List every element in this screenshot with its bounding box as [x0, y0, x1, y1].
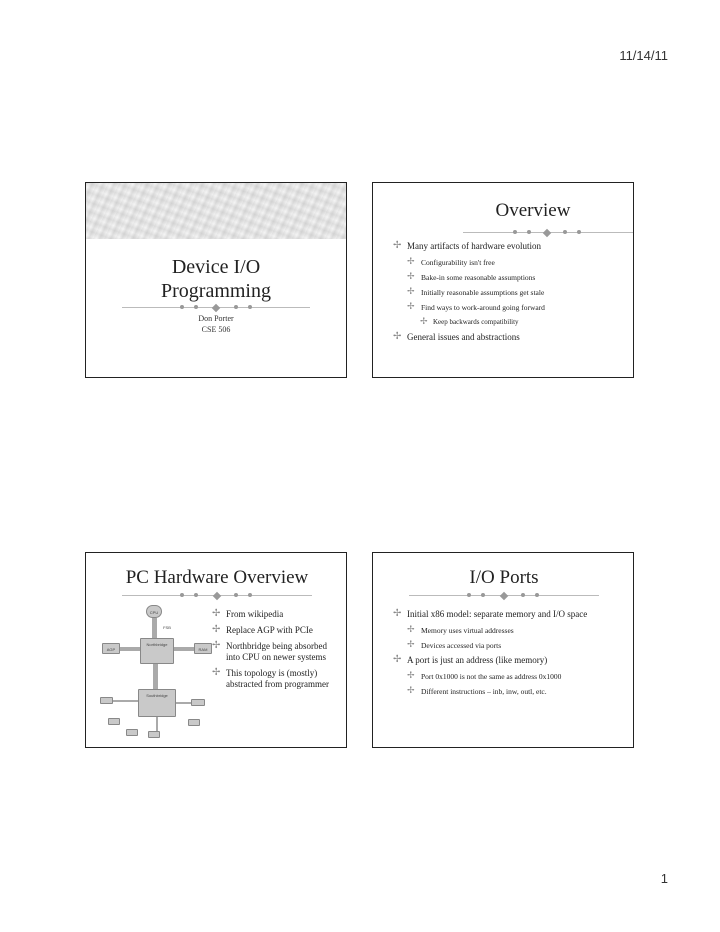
ram-link: [174, 647, 194, 651]
slide2-divider: [463, 232, 633, 233]
list-item: ✢ Find ways to work-around going forward: [407, 301, 545, 312]
list-item: ✢ Northbridge being absorbed into CPU on newer systems: [212, 640, 327, 662]
cross-bullet-icon: ✢: [212, 608, 221, 619]
slide-overview: [372, 182, 634, 378]
cross-bullet-icon: ✢: [212, 624, 221, 635]
fsb-link: [152, 618, 157, 638]
cross-bullet-icon: ✢: [393, 240, 402, 251]
slide-io-ports: [372, 552, 634, 748]
device-link: [113, 700, 138, 702]
southbridge-box: Southbridge: [138, 689, 176, 717]
slide3-title: PC Hardware Overview: [125, 567, 309, 588]
slide-pc-hardware-overview: [85, 552, 347, 748]
cross-bullet-icon: ✢: [407, 670, 415, 680]
fsb-label: FSB: [163, 625, 171, 630]
slide1-title-line1: Device I/O: [171, 256, 261, 278]
pc-topology-diagram: [100, 601, 210, 741]
hub-link: [153, 664, 158, 689]
list-item: ✢ Devices accessed via ports: [407, 639, 502, 650]
list-item: ✢ Different instructions – inb, inw, outl, etc.: [407, 685, 547, 696]
slide2-title: Overview: [495, 200, 571, 221]
agp-box: AGP: [102, 643, 120, 654]
list-item: ✢ Initially reasonable assumptions get stale: [407, 286, 545, 297]
cross-bullet-icon: ✢: [407, 301, 415, 311]
slide4-divider: [409, 595, 599, 596]
cross-bullet-icon: ✢: [393, 608, 402, 619]
device-box: [148, 731, 160, 738]
device-box: [188, 719, 200, 726]
slide3-divider: [122, 595, 312, 596]
list-item: ✢ A port is just an address (like memory): [393, 654, 548, 665]
list-item: ✢ Port 0x1000 is not the same as address 0x1000: [407, 670, 562, 681]
ram-box: RAM: [194, 643, 212, 654]
device-box: [108, 718, 120, 725]
cross-bullet-icon: ✢: [407, 685, 415, 695]
slide3-bullet-list: [212, 609, 337, 695]
device-box: [100, 697, 113, 704]
cross-bullet-icon: ✢: [407, 624, 415, 634]
device-box: [191, 699, 205, 706]
device-link: [176, 702, 191, 704]
device-box: [126, 729, 138, 736]
slide1-title-line2: Programming: [161, 280, 271, 302]
slide1-author: Don Porter: [198, 314, 234, 323]
cross-bullet-icon: ✢: [212, 667, 221, 678]
slide1-course: CSE 506: [201, 325, 231, 334]
slide4-title: I/O Ports: [469, 567, 539, 588]
slide1-divider: [122, 307, 310, 308]
list-item: ✢ This topology is (mostly) abstracted from programmer: [212, 667, 329, 689]
cross-bullet-icon: ✢: [393, 654, 402, 665]
northbridge-box: Northbridge: [140, 638, 174, 664]
cross-bullet-icon: ✢: [407, 639, 415, 649]
slide4-bullet-list: [393, 609, 629, 701]
list-item: ✢ Bake-in some reasonable assumptions: [407, 271, 536, 282]
cross-bullet-icon: ✢: [393, 331, 402, 342]
slide-title-device-io: [85, 182, 347, 378]
slide1-title: [86, 255, 346, 303]
cross-bullet-icon: ✢: [420, 316, 428, 326]
list-item: ✢ Memory uses virtual addresses: [407, 624, 514, 635]
list-item: ✢ From wikipedia: [212, 608, 284, 619]
list-item: ✢ Replace AGP with PCIe: [212, 624, 313, 635]
device-link: [156, 717, 158, 731]
cross-bullet-icon: ✢: [407, 271, 415, 281]
cross-bullet-icon: ✢: [407, 256, 415, 266]
list-item: ✢ Configurability isn't free: [407, 256, 495, 267]
agp-link: [120, 647, 140, 651]
list-item: ✢ Keep backwards compatibility: [420, 316, 519, 326]
slide2-bullet-list: [393, 241, 628, 348]
cpu-box: CPU: [146, 605, 162, 618]
cross-bullet-icon: ✢: [212, 640, 221, 651]
cross-bullet-icon: ✢: [407, 286, 415, 296]
page-number: 1: [660, 871, 668, 886]
decorative-texture-overlay: [86, 183, 346, 239]
header-date: 11/14/11: [619, 48, 668, 63]
list-item: ✢ Initial x86 model: separate memory and I/O space: [393, 608, 588, 619]
list-item: ✢ Many artifacts of hardware evolution: [393, 240, 541, 251]
list-item: ✢ General issues and abstractions: [393, 331, 520, 342]
